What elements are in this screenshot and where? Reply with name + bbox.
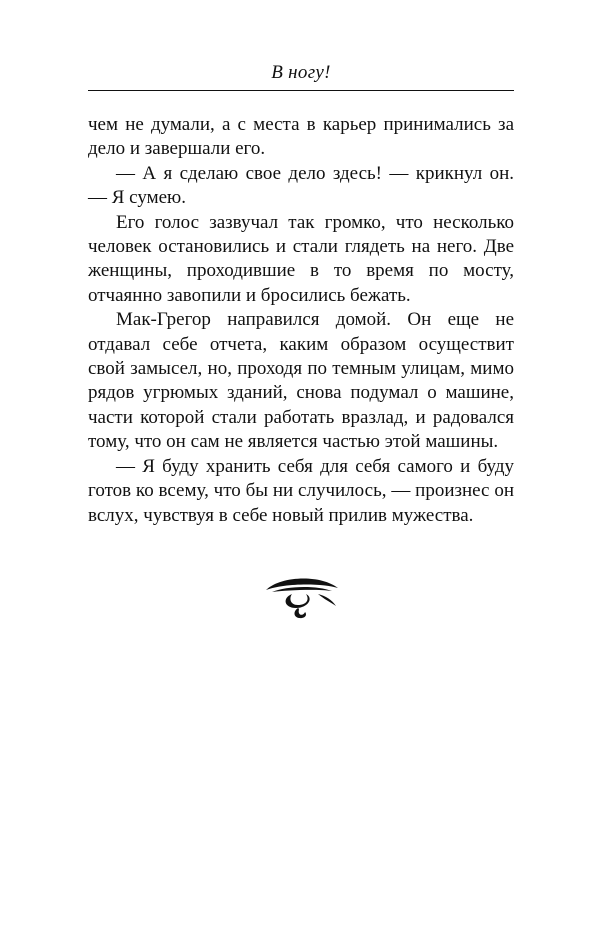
page-text: [88, 113, 514, 528]
running-title: В ногу!: [271, 62, 331, 83]
paragraph-voice: Его голос зазвучал так громко, что несколько человек остановились и стали глядеть на него. Две женщины, проходившие в то время по мосту, отчаянно завопили и бросились бежать.: [88, 211, 514, 306]
header-rule: [88, 90, 514, 91]
paragraph-dialogue-1: — А я сделаю свое дело здесь! — крикнул он. — Я сумею.: [88, 162, 514, 209]
eye-ornament-icon: [262, 572, 342, 622]
paragraph-macgregor: Мак-Грегор направился домой. Он еще не отдавал себе отчета, каким образом осуществит свой замысел, но, проходя по темным улицам, мимо рядов угрюмых зданий, снова подумал о машине, части которой стали работать вразлад, и радовался тому, что он сам не является частью этой машины.: [88, 309, 514, 453]
paragraph-dialogue-2: — Я буду хранить себя для себя самого и буду готов ко всему, что бы ни случилось, — произнес он вслух, чувствуя в себе новый прилив мужества.: [88, 455, 514, 526]
paragraph-continuation: чем не думали, а с места в карьер принимались за дело и завершали его.: [88, 114, 514, 160]
